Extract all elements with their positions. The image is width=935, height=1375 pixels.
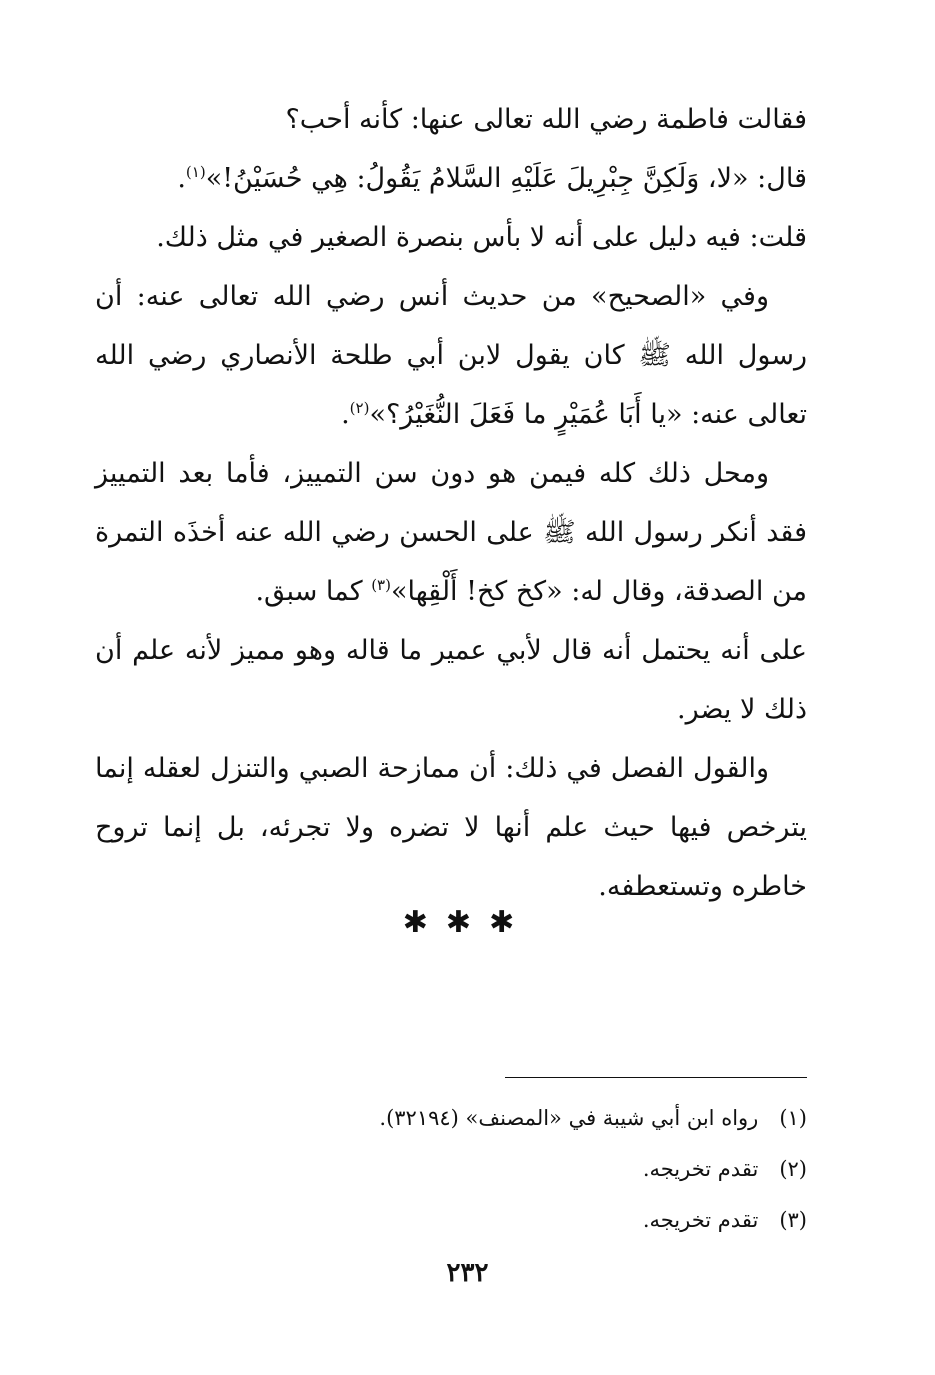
paragraph-5: ومحل ذلك كله فيمن هو دون سن التمييز، فأما بعد التمييز فقد أنكر رسول الله ﷺ على الحسن رضي الله عنه أخذَه التمرة من الصدقة، وقال له: «كخ كخ! أَلْقِها»$^{(٣)}$ كما سبق. [95,458,807,607]
star-icon: ✱ [402,905,446,940]
paragraph-7: والقول الفصل في ذلك: أن ممازحة الصبي والتنزل لعقله إنما يترخص فيها حيث علم أنها لا تضره ولا تجرئه، بل إنما تروح خاطره وتستعطفه. [95,753,807,902]
main-text [95,90,807,916]
footnote-1 [95,1093,807,1144]
paragraph-4: وفي «الصحيح» من حديث أنس رضي الله تعالى عنه: أن رسول الله ﷺ كان يقول لابن أبي طلحة الأنصاري رضي الله تعالى عنه: «يا أَبَا عُمَيْرٍ ما فَعَلَ النُّغَيْرُ؟»$^{(٢)}$. [95,281,807,430]
footnote-ref-1: (١) [185,163,206,181]
paragraph-2: قال: «لا، وَلَكِنَّ جِبْرِيلَ عَلَيْهِ السَّلامُ يَقُولُ: هِي حُسَيْنُ!»$^{(١)}$. [177,163,807,194]
footnote-2 [95,1144,807,1195]
footnote-text: تقدم تخريجه. [642,1157,759,1181]
footnotes [95,1093,807,1246]
footnote-number: (١) [779,1106,807,1130]
footnote-divider [505,1077,807,1078]
footnote-number: (٢) [779,1157,807,1181]
footnote-ref-2: (٢) [349,399,370,417]
section-separator [0,905,935,940]
footnote-text: رواه ابن أبي شيبة في «المصنف» (٣٢١٩٤). [379,1106,759,1130]
footnote-3 [95,1195,807,1246]
paragraph-6: على أنه يحتمل أنه قال لأبي عمير ما قاله وهو مميز لأنه علم أن ذلك لا يضر. [95,635,807,725]
page-number: ٢٣٢ [446,1258,489,1288]
paragraph-1: فقالت فاطمة رضي الله تعالى عنها: كأنه أحب؟ [285,104,807,135]
paragraph-3: قلت: فيه دليل على أنه لا بأس بنصرة الصغير في مثل ذلك. [156,222,807,253]
star-icon: ✱ [445,905,490,940]
star-icon: ✱ [489,905,533,940]
footnote-text: تقدم تخريجه. [642,1208,759,1232]
footnote-number: (٣) [779,1208,807,1232]
footnote-ref-3: (٣) [371,576,391,594]
